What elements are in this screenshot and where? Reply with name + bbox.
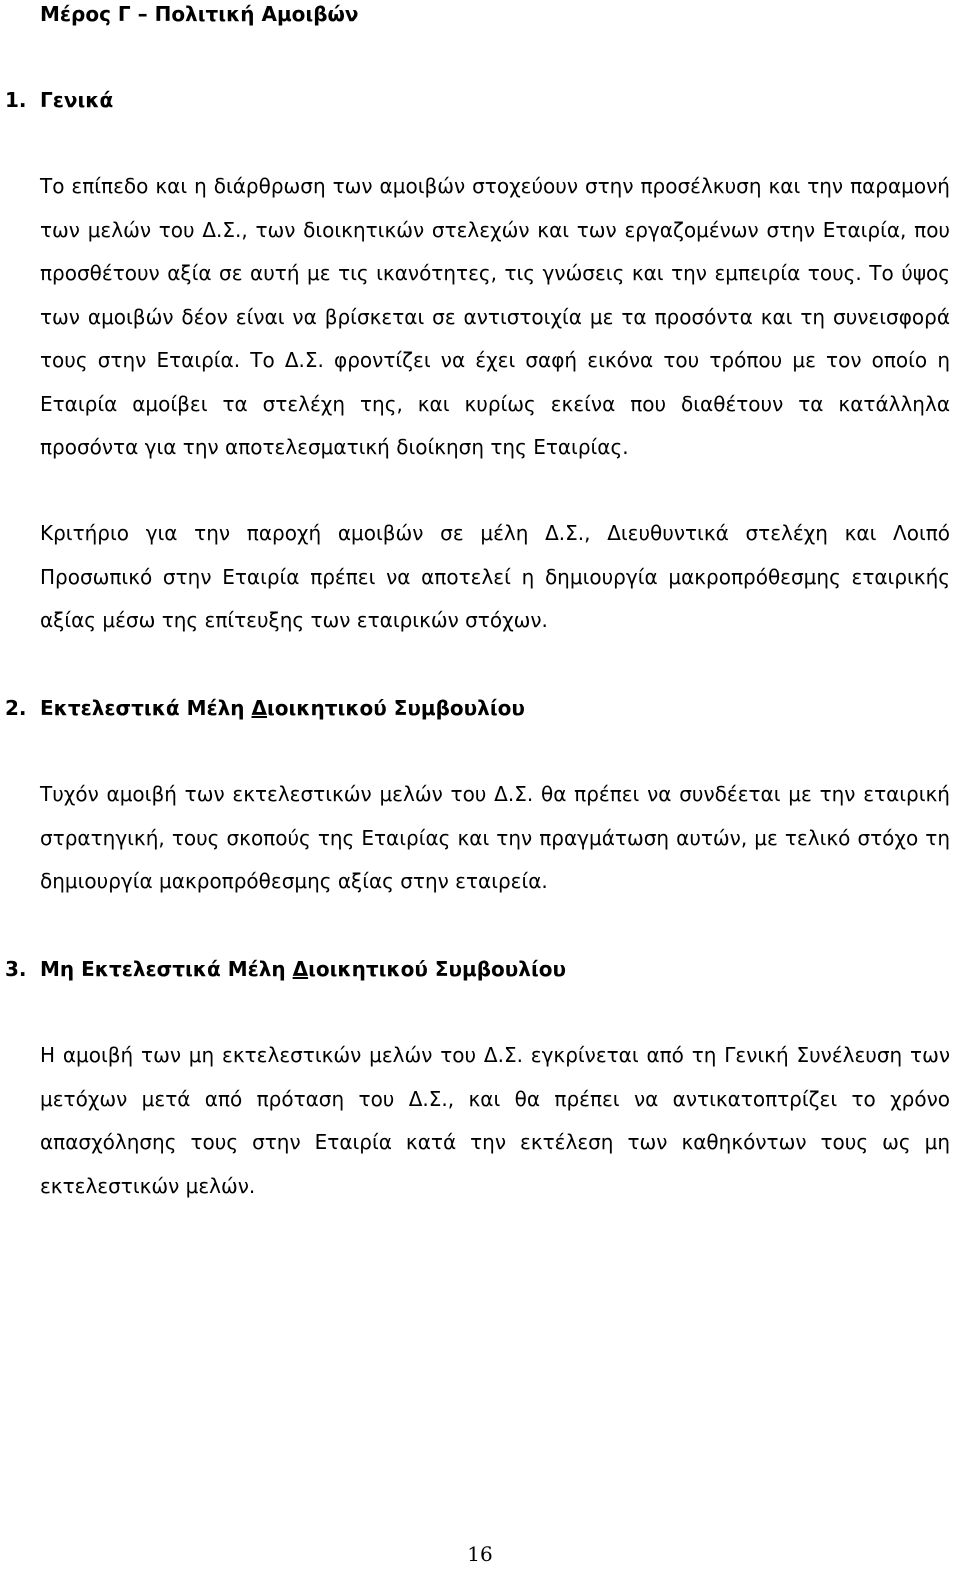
- section-title-part: Εκτελεστικά Μέλη: [40, 696, 252, 720]
- section-title-part: Μη Εκτελεστικά Μέλη: [40, 957, 293, 981]
- section-3-heading: [5, 955, 950, 983]
- section-number: 2.: [5, 696, 27, 720]
- section-title-underlined-letter: Δ: [251, 696, 267, 720]
- section-2-heading: [5, 694, 950, 722]
- part-title: Μέρος Γ – Πολιτική Αμοιβών: [40, 2, 359, 26]
- section-1-heading: [5, 86, 950, 114]
- section-1-paragraph-1: Το επίπεδο και η διάρθρωση των αμοιβών στοχεύουν στην προσέλκυση και την παραμονή των μελών του Δ.Σ., των διοικητικών στελεχών και των εργαζομένων στην Εταιρία, που προσθέτουν αξία σε αυτή με τις ικανότητες, τις γνώσεις και την εμπειρία τους. Το ύψος των αμοιβών δέον είναι να βρίσκεται σε αντιστοιχία με τα προσόντα και τη συνεισφορά τους στην Εταιρία. Το Δ.Σ. φροντίζει να έχει σαφή εικόνα του τρόπου με τον οποίο η Εταιρία αμοίβει τα στελέχη της, και κυρίως εκείνα που διαθέτουν τα κατάλληλα προσόντα για την αποτελεσματική διοίκηση της Εταιρίας.: [40, 174, 950, 459]
- section-1-paragraph-2: Κριτήριο για την παροχή αμοιβών σε μέλη Δ.Σ., Διευθυντικά στελέχη και Λοιπό Προσωπικό στην Εταιρία πρέπει να αποτελεί η δημιουργία μακροπρόθεσμης εταιρικής αξίας μέσω της επίτευξης των εταιρικών στόχων.: [40, 521, 950, 632]
- section-3-paragraph-1: Η αμοιβή των μη εκτελεστικών μελών του Δ.Σ. εγκρίνεται από τη Γενική Συνέλευση των μετόχων μετά από πρόταση του Δ.Σ., και θα πρέπει να αντικατοπτρίζει το χρόνο απασχόλησης τους στην Εταιρία κατά την εκτέλεση των καθηκόντων τους ως μη εκτελεστικών μελών.: [40, 1043, 950, 1198]
- page-number: 16: [467, 1542, 493, 1566]
- section-2-paragraph-1: Τυχόν αμοιβή των εκτελεστικών μελών του Δ.Σ. θα πρέπει να συνδέεται με την εταιρική στρατηγική, τους σκοπούς της Εταιρίας και την πραγμάτωση αυτών, με τελικό στόχο τη δημιουργία μακροπρόθεσμης αξίας στην εταιρεία.: [40, 782, 950, 893]
- section-number: 3.: [5, 957, 27, 981]
- section-title-underlined-letter: Δ: [292, 957, 309, 981]
- section-title-part: ιοικητικού Συμβουλίου: [308, 957, 566, 981]
- section-title-part: ιοικητικού Συμβουλίου: [266, 696, 525, 720]
- section-number: 1.: [5, 88, 27, 112]
- section-title: Γενικά: [40, 88, 114, 112]
